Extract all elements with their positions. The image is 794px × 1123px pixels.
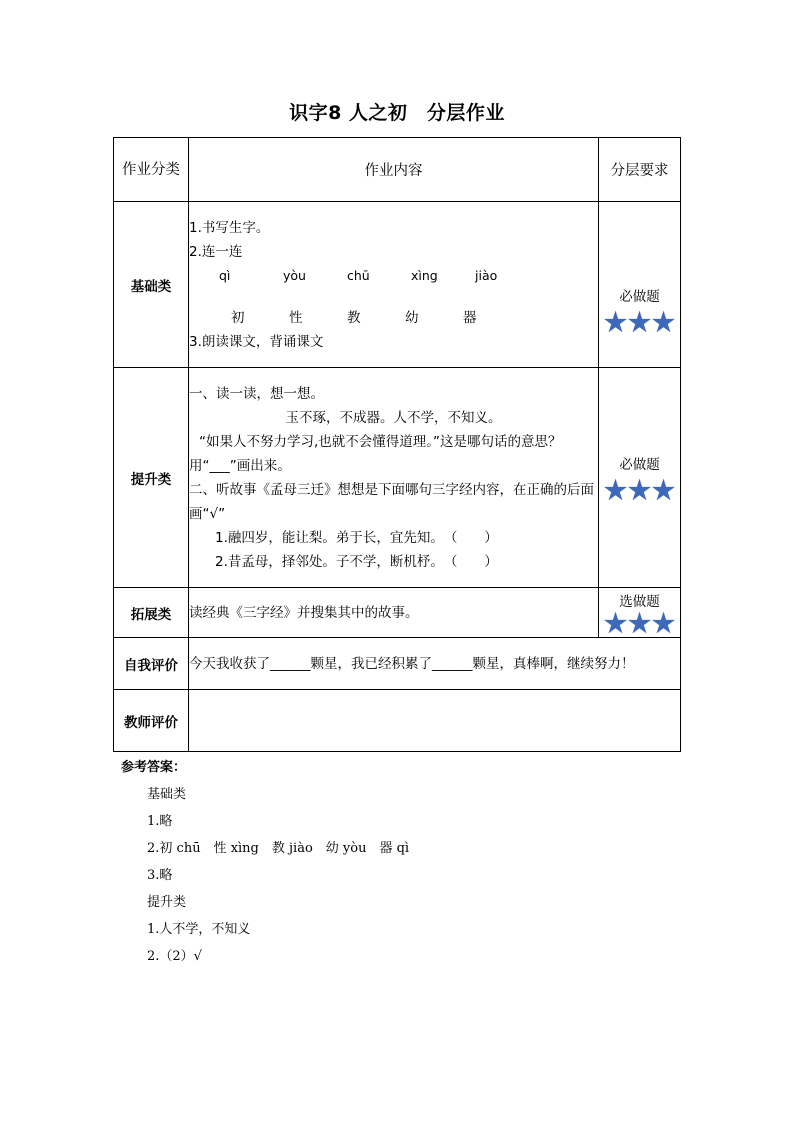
star-icon — [628, 311, 652, 335]
header-category: 作业分类 — [114, 138, 189, 202]
char-item: 性 — [289, 309, 303, 326]
star-icon — [652, 479, 676, 503]
category-improve: 提升类 — [114, 368, 189, 588]
answer-basic-label: 基础类 — [147, 787, 187, 802]
answer-item: 2.初 chū 性 xìng 教 jiào 幼 yòu 器 qì — [147, 841, 410, 856]
improve-line-3: 二、听故事《孟母三迁》想想是下面哪句三字经内容，在正确的后面画“√” — [189, 481, 594, 522]
star-icon — [604, 311, 628, 335]
basic-line-3: 3.朗读课文，背诵课文 — [189, 333, 324, 350]
answer-item: 2.（2）√ — [147, 949, 202, 964]
pinyin-item: qì — [219, 267, 231, 283]
category-extend: 拓展类 — [114, 588, 189, 638]
requirement-extend — [599, 588, 681, 638]
char-item: 器 — [463, 309, 477, 326]
category-basic: 基础类 — [114, 202, 189, 368]
answer-item: 1.略 — [147, 814, 173, 829]
answer-item: 3.略 — [147, 868, 173, 883]
requirement-label: 选做题 — [619, 593, 660, 610]
requirement-improve — [599, 368, 681, 588]
answer-heading: 参考答案： — [121, 760, 187, 775]
pinyin-item: yòu — [283, 267, 306, 283]
table-header-row — [114, 138, 681, 202]
char-item: 幼 — [405, 309, 419, 326]
basic-line-2: 2.连一连 — [189, 243, 243, 260]
requirement-label: 必做题 — [619, 456, 660, 473]
char-row — [189, 306, 598, 330]
improve-line-2: “如果人不努力学习,也就不会懂得道理。”这是哪句话的意思？用“___”画出来。 — [189, 433, 562, 474]
star-icon — [628, 612, 652, 636]
star-icon — [604, 612, 628, 636]
content-self-eval: 今天我收获了______颗星，我已经积累了______颗星，真棒啊，继续努力！ — [189, 638, 681, 690]
requirement-basic — [599, 202, 681, 368]
answer-item: 1.人不学，不知义 — [147, 922, 251, 937]
improve-quote: 玉不琢，不成器。人不学，不知义。 — [285, 409, 502, 426]
option-2: 2.昔孟母，择邻处。子不学，断机杼。 （ ） — [215, 553, 498, 570]
content-basic — [189, 202, 599, 368]
pinyin-item: chū — [347, 267, 370, 283]
pinyin-item: jiào — [475, 267, 498, 283]
category-teacher-eval: 教师评价 — [114, 690, 189, 752]
improve-line-1: 一、读一读，想一想。 — [189, 385, 324, 402]
star-rating — [599, 612, 680, 636]
char-item: 教 — [347, 309, 361, 326]
star-rating — [599, 479, 680, 503]
char-item: 初 — [231, 309, 245, 326]
category-self-eval: 自我评价 — [114, 638, 189, 690]
content-teacher-eval — [189, 690, 681, 752]
table-row-teacher-eval — [114, 690, 681, 752]
pinyin-row — [189, 264, 598, 288]
star-icon — [652, 612, 676, 636]
answer-section — [121, 754, 409, 970]
table-row-basic — [114, 202, 681, 368]
basic-line-1: 1.书写生字。 — [189, 219, 270, 236]
table-row-improve — [114, 368, 681, 588]
star-icon — [604, 479, 628, 503]
star-icon — [628, 479, 652, 503]
header-requirement: 分层要求 — [599, 138, 681, 202]
table-row-extend — [114, 588, 681, 638]
star-rating — [599, 311, 680, 335]
table-row-self-eval — [114, 638, 681, 690]
content-extend: 读经典《三字经》并搜集其中的故事。 — [189, 588, 599, 638]
pinyin-item: xìng — [411, 267, 438, 283]
homework-table — [113, 137, 681, 752]
requirement-label: 必做题 — [619, 288, 660, 305]
content-improve — [189, 368, 599, 588]
option-1: 1.融四岁，能让梨。弟于长，宜先知。 （ ） — [215, 529, 498, 546]
header-content: 作业内容 — [189, 138, 599, 202]
page-title: 识字8 人之初 分层作业 — [289, 102, 505, 124]
star-icon — [652, 311, 676, 335]
answer-improve-label: 提升类 — [147, 895, 187, 910]
